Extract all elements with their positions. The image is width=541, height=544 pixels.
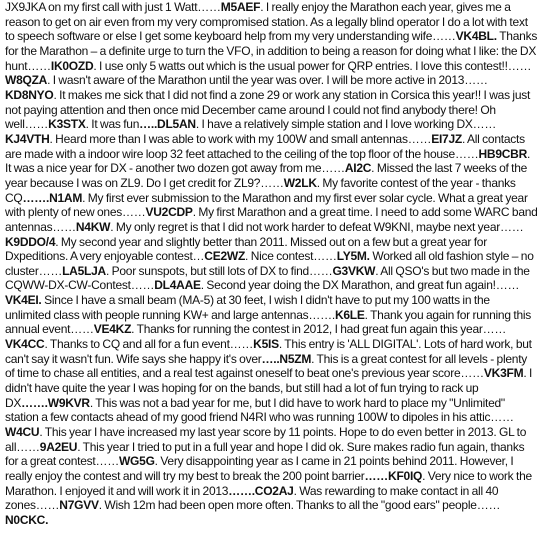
callsign: K6LE (334, 307, 365, 322)
callsign: K3STX (48, 117, 86, 132)
comment-text: . Very disappointing year as I came in 21 points behind 2011. However, I really enjoy the contest and will try my best to break the 200 point barrier (5, 454, 514, 483)
callsign: VK3FM (483, 366, 524, 381)
callsign: AI2C (344, 161, 372, 176)
callsign: KJ4VTH (5, 131, 50, 146)
comment-text: . I wasn't aware of the Marathon until the year was over. I will be more active in 2013…… (47, 73, 488, 88)
callsign: VE4KZ (93, 322, 132, 337)
callsign: CE2WZ (204, 249, 246, 264)
comment-text: . This year I have increased my last year score by 11 points. Hope to do even better in 2013. GL to all…… (5, 425, 527, 454)
callsign: …….N1AM (22, 190, 83, 205)
comment-text: . Thanks to CQ and all for a fun event…… (44, 337, 254, 352)
comment-text: . This is a great contest for all levels - plenty of time to chase all entities, and a real test against oneself to beat one's previous year score…… (5, 351, 528, 381)
comment-text: . All contacts are made with a indoor wire loop 32 feet attached to the ceiling of the top floor of the house…… (5, 131, 525, 161)
callsign: EI7JZ (431, 131, 462, 146)
callsign: N7GVV (59, 498, 99, 513)
comment-text: . My first Marathon and a great time. I need to add some WARC band antennas…… (5, 205, 538, 234)
comment-text: . This was not a bad year for me, but I did have to work hard to place my "Unlimited" station a few contacts ahead of my good friend N4RI who was running 100W to dipoles in his attic…… (5, 395, 514, 425)
comment-text: . This entry is 'ALL DIGITAL'. Lots of hard work, but can't say it wasn't fun. Wife says she happy it's over (5, 337, 532, 366)
callsign: M5AEF (220, 0, 261, 14)
comment-text: . My first ever submission to the Marathon and my first ever solar cycle. What a great year with plenty of new ones…… (5, 190, 528, 220)
callsign: N0CKC. (5, 512, 49, 527)
callsign: 9A2EU (39, 439, 78, 454)
callsign: N4KW (75, 219, 111, 234)
comment-text: . Poor sunspots, but still lots of DX to find…… (105, 263, 333, 278)
comment-text: . It was fun (85, 117, 140, 132)
callsign: W8QZA (5, 73, 48, 88)
comment-text: Thanks for the Marathon – a definite urge to turn the VFO, in addition to being a reason for doing what I like: the DX hunt…… (5, 29, 538, 73)
callsign: IK0OZD (50, 58, 94, 73)
comment-text: . It was a nice year for DX - another two dozen got away from me…… (5, 146, 531, 176)
comment-text: Since I have a small beam (MA-5) at 30 feet, I wish I didn't have to put my 100 watts in the unlimited class with people running KW+ and large antennas……. (5, 293, 490, 322)
callsign: W4CU (5, 425, 40, 440)
comment-text: . All QSO's but two made in the CQWW-DX-CW-Contest…… (5, 263, 530, 293)
comment-text: . Thank you again for running this annual event…… (5, 307, 532, 337)
comment-text: Worked all old fashion style – no cluster…… (5, 249, 534, 278)
comment-text: . It makes me sick that I did not find a zone 29 or work any station in Corsica this year!! I was just not paying attention and then once mid December came around I could not find anybody there! Oh well…… (5, 87, 531, 132)
comments-paragraph (5, 0, 538, 528)
callsign: G3VKW (332, 263, 376, 278)
comment-text: . This year I tried to put in a full year and hope I did ok. Sure makes radio fun again, thanks for a great contest…… (5, 439, 525, 469)
comment-text: . I didn't have quite the year I was hoping for on the bands, but still had a lot of fun trying to rack up DX (5, 366, 533, 410)
callsign: …..N5ZM (261, 351, 312, 366)
comment-text: . Heard more than I was able to work with my 100W and small antennas…… (49, 131, 432, 146)
comment-text: . My favorite contest of the year - thanks CQ (5, 175, 516, 205)
callsign: …….W9KVR (21, 395, 90, 410)
callsign: VU2CDP (145, 205, 193, 220)
comment-text: . Very nice to work the Marathon. I enjoyed it and will work it in 2013 (5, 469, 532, 498)
comment-text: . Was rewarding to make contact in all 40 zones…… (5, 483, 499, 513)
callsign: LA5LJA (62, 263, 106, 278)
comment-text: . My only regret is that I did not work harder to defeat W9KNI, maybe next year…… (110, 219, 524, 234)
callsign: LY5M. (336, 249, 370, 264)
callsign: KD8NYO (5, 87, 54, 102)
callsign: VK4BL. (455, 29, 497, 44)
callsign: HB9CBR (478, 146, 527, 161)
callsign: K5IS (253, 337, 279, 352)
comment-text: . Missed the last 7 weeks of the year because I was on ZL9. Do I get credit for ZL9?…… (5, 161, 528, 190)
comment-text: . I have a relatively simple station and I love working DX…… (195, 117, 497, 132)
callsign: …….CO2AJ (228, 483, 294, 498)
callsign: ……KF0IQ (364, 469, 423, 483)
callsign: …..DL5AN (139, 117, 196, 132)
comment-text: . Nice contest…… (245, 249, 337, 264)
comment-text: . Second year doing the DX Marathon, and great fun again!…… (200, 278, 520, 293)
callsign: VK4CC (5, 337, 45, 352)
callsign: W2LK (283, 175, 317, 190)
comment-text: . Wish 12m had been open more often. Thanks to all the "good ears" people…… (98, 498, 501, 513)
callsign: WG5G (118, 454, 155, 469)
callsign: VK4EI. (5, 293, 42, 308)
comment-text: . I really enjoy the Marathon each year, gives me a reason to get on air even from my very compromised station. As a legally blind operator I do a lot with text to speech software or else I get some keyboard help from my very understanding wife…… (5, 0, 528, 44)
comment-text: . My second year and slightly better than 2011. Missed out on a few but a great year for Dxpeditions. A very enjoyable contest… (5, 234, 487, 264)
comment-text: JX9JKA on my first call with just 1 Watt…… (5, 0, 221, 14)
callsign: K9DDO/4 (5, 234, 56, 249)
callsign: DL4AAE (154, 278, 201, 293)
comment-text: . Thanks for running the contest in 2012, I had great fun again this year…… (131, 322, 507, 337)
comment-text: . I use only 5 watts out which is the usual power for QRP entries. I love this contest!!…… (93, 58, 532, 73)
